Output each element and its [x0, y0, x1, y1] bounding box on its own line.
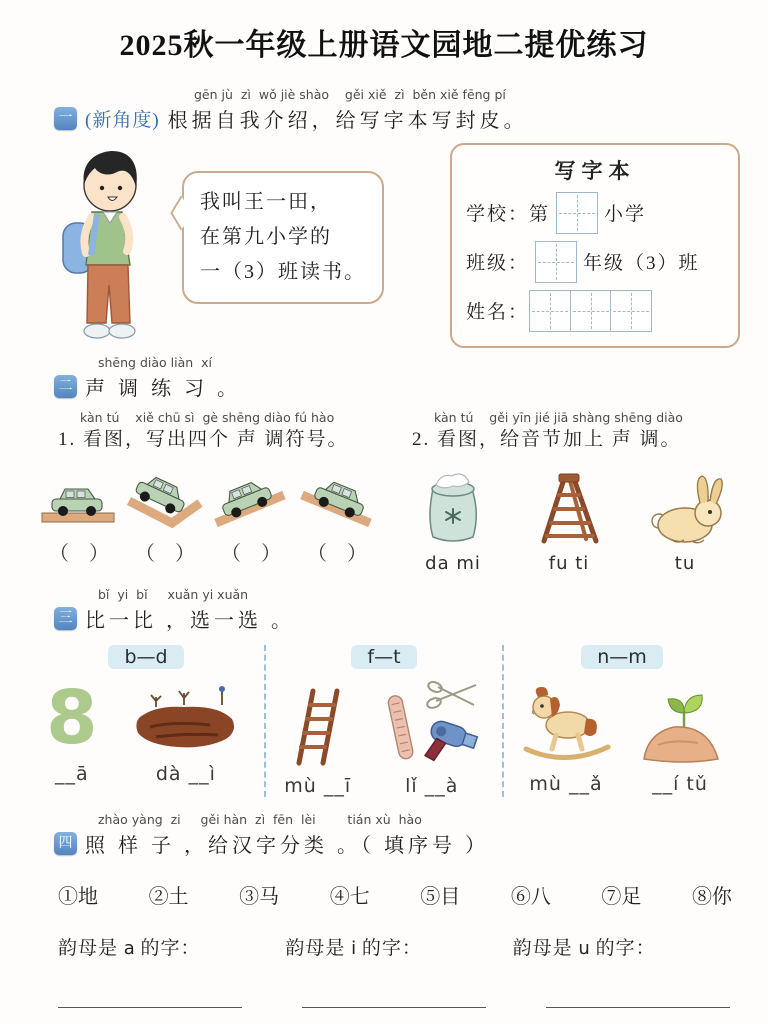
wooden-ladder-icon: [287, 685, 349, 769]
group-label: n—m: [581, 645, 663, 669]
mud-item: [634, 679, 726, 795]
section2-header: [54, 356, 740, 401]
rocking-horse-item: [518, 679, 614, 795]
tone2-car-icon: [210, 473, 292, 531]
numbered-char: ①地: [58, 885, 98, 908]
category-a: [58, 933, 285, 960]
question2: [386, 411, 740, 452]
section2-figures: [28, 461, 740, 574]
syllable-label: fu ti: [548, 553, 590, 575]
section1-number-badge: 一: [54, 107, 77, 130]
name-row: [466, 290, 724, 332]
question2-pinyin: kàn tú gěi yīn jié jiā shàng shēng diào: [434, 409, 683, 425]
section2-title: 声 调 练 习 。: [85, 377, 241, 400]
group-n-m: [502, 645, 740, 797]
syllable-items-block: [384, 461, 740, 574]
numbered-char: ⑤目: [420, 885, 461, 908]
section2-questions: [28, 411, 740, 452]
question2-text: 2. 看图，给音节加上 声 调。: [412, 429, 682, 451]
section1-header: [54, 88, 740, 133]
numbered-char: ③马: [239, 885, 280, 908]
answer-line: [546, 1006, 730, 1008]
group-label: f—t: [351, 645, 416, 669]
section1-tag: (新角度): [85, 109, 160, 131]
rice-bag-item: [410, 469, 496, 574]
class-row: [466, 241, 724, 283]
syllable-label: tu: [674, 553, 696, 575]
comb-scissors-hairdryer-icon: [380, 679, 484, 769]
numbered-characters: [58, 880, 732, 909]
question1: [28, 411, 386, 452]
earth-item: [126, 679, 246, 785]
question1-pinyin: kàn tú xiě chū sì gè shēng diào fú hào: [80, 409, 335, 425]
category-prefix: 韵母是: [58, 937, 124, 959]
section2-number-badge: 二: [54, 375, 77, 398]
tone-cars-block: [28, 461, 384, 574]
answer-blank: __ā: [55, 763, 89, 785]
haircut-item: [380, 679, 484, 797]
step-ladder-item: [526, 469, 612, 574]
answer-blank: mù __ǎ: [529, 773, 603, 795]
section4-title: 照 样 子 ，给汉字分类 。（ 填序号 ）: [85, 834, 489, 857]
digit-8-graphic: 8: [46, 675, 98, 761]
category-prefix: 韵母是: [285, 937, 352, 959]
step-ladder-icon: [529, 469, 609, 549]
tone-bracket: （ ）: [221, 543, 281, 566]
section2-pinyin: shēng diào liàn xí: [98, 354, 212, 370]
syllable-items: [410, 469, 740, 574]
section4-number-badge: 四: [54, 832, 77, 855]
name-label: 姓名：: [466, 302, 530, 324]
speech-line: 在第九小学的: [200, 225, 332, 248]
answer-line: [302, 1006, 486, 1008]
page-title: 2025秋一年级上册语文园地二提优练习: [119, 29, 649, 62]
writing-book-cover: [450, 143, 740, 348]
section3-number-badge: 三: [54, 607, 77, 630]
section3-title: 比一比 ，选一选 。: [85, 610, 295, 632]
syllable-label: da mi: [425, 553, 481, 575]
speech-bubble: [182, 171, 384, 304]
section4-header: [54, 813, 740, 858]
writing-grid-box: [556, 192, 598, 234]
tone3-car-icon: [124, 473, 206, 531]
answer-blank: dà __ì: [155, 763, 216, 785]
answer-blank: mù __ī: [284, 775, 352, 797]
tone-bracket: （ ）: [307, 543, 367, 566]
category-letter: a: [123, 937, 135, 959]
section3-pinyin: bǐ yi bǐ xuǎn yi xuǎn: [98, 587, 249, 603]
writing-grid-box: [610, 290, 652, 332]
tone-bracket: （ ）: [135, 543, 195, 566]
group-f-t: [264, 645, 502, 797]
tone4-car-icon: [296, 473, 378, 531]
boy-illustration: [56, 143, 156, 348]
rocking-horse-icon: [518, 679, 614, 767]
mud-with-sprout-icon: [634, 679, 726, 767]
class-suffix: 年级（3）班: [583, 253, 700, 275]
category-i: [285, 933, 512, 960]
group-b-d: [28, 645, 264, 797]
class-label: 班级：: [466, 253, 530, 275]
speech-line: 我叫王一田，: [200, 190, 332, 213]
speech-line: 一（3）班读书。: [200, 260, 366, 283]
numbered-char: ⑦足: [601, 885, 642, 908]
section1-pinyin: gēn jù zì wǒ jiè shào gěi xiě zì běn xiě fēng pí: [194, 87, 506, 102]
category-letter: i: [351, 937, 357, 959]
category-suffix: 的字：: [356, 937, 422, 959]
category-prefix: 韵母是: [512, 937, 579, 959]
writing-book-title: 写字本: [554, 158, 636, 183]
writing-grid-box: [529, 290, 571, 332]
writing-grid-box: [570, 290, 612, 332]
rice-bag-icon: [417, 469, 489, 549]
section1-content: [56, 143, 740, 348]
writing-grid-box: [535, 241, 577, 283]
earth-patch-icon: [126, 679, 246, 757]
tone-bracket: （ ）: [49, 543, 109, 566]
compare-groups: [28, 645, 740, 797]
ladder-item: [284, 685, 351, 797]
question1-text: 1. 看图，写出四个 声 调符号。: [58, 429, 349, 451]
section1-title: 根据自我介绍，给写字本写封皮。: [167, 109, 528, 132]
school-label: 学校：第: [466, 204, 551, 226]
group-label: b—d: [108, 645, 183, 669]
speech-bubble-tail: [170, 195, 191, 230]
school-row: [466, 192, 724, 234]
section4-pinyin: zhào yàng zi gěi hàn zì fēn lèi tián xù hào: [98, 812, 422, 827]
numbered-char: ②土: [148, 885, 189, 908]
tone1-car-icon: [38, 473, 120, 531]
numbered-char: ⑥八: [510, 885, 551, 908]
tone-cars: [38, 473, 384, 531]
rabbit-icon: [642, 469, 730, 549]
numbered-char: ④七: [329, 885, 370, 908]
numbered-char: ⑧你: [691, 885, 732, 908]
category-suffix: 的字：: [589, 937, 656, 959]
category-u: [513, 933, 740, 960]
category-suffix: 的字：: [134, 937, 201, 959]
section3-header: [54, 588, 740, 633]
final-categories: [58, 933, 740, 960]
answer-blank: __í tǔ: [652, 773, 708, 795]
rabbit-item: [642, 469, 728, 574]
category-letter: u: [578, 937, 590, 959]
tone-answer-brackets: [38, 537, 384, 566]
answer-lines: [58, 1006, 730, 1008]
digit8-item: [46, 675, 98, 785]
answer-line: [58, 1006, 242, 1008]
school-suffix: 小学: [604, 204, 647, 226]
answer-blank: lǐ __à: [405, 775, 459, 797]
